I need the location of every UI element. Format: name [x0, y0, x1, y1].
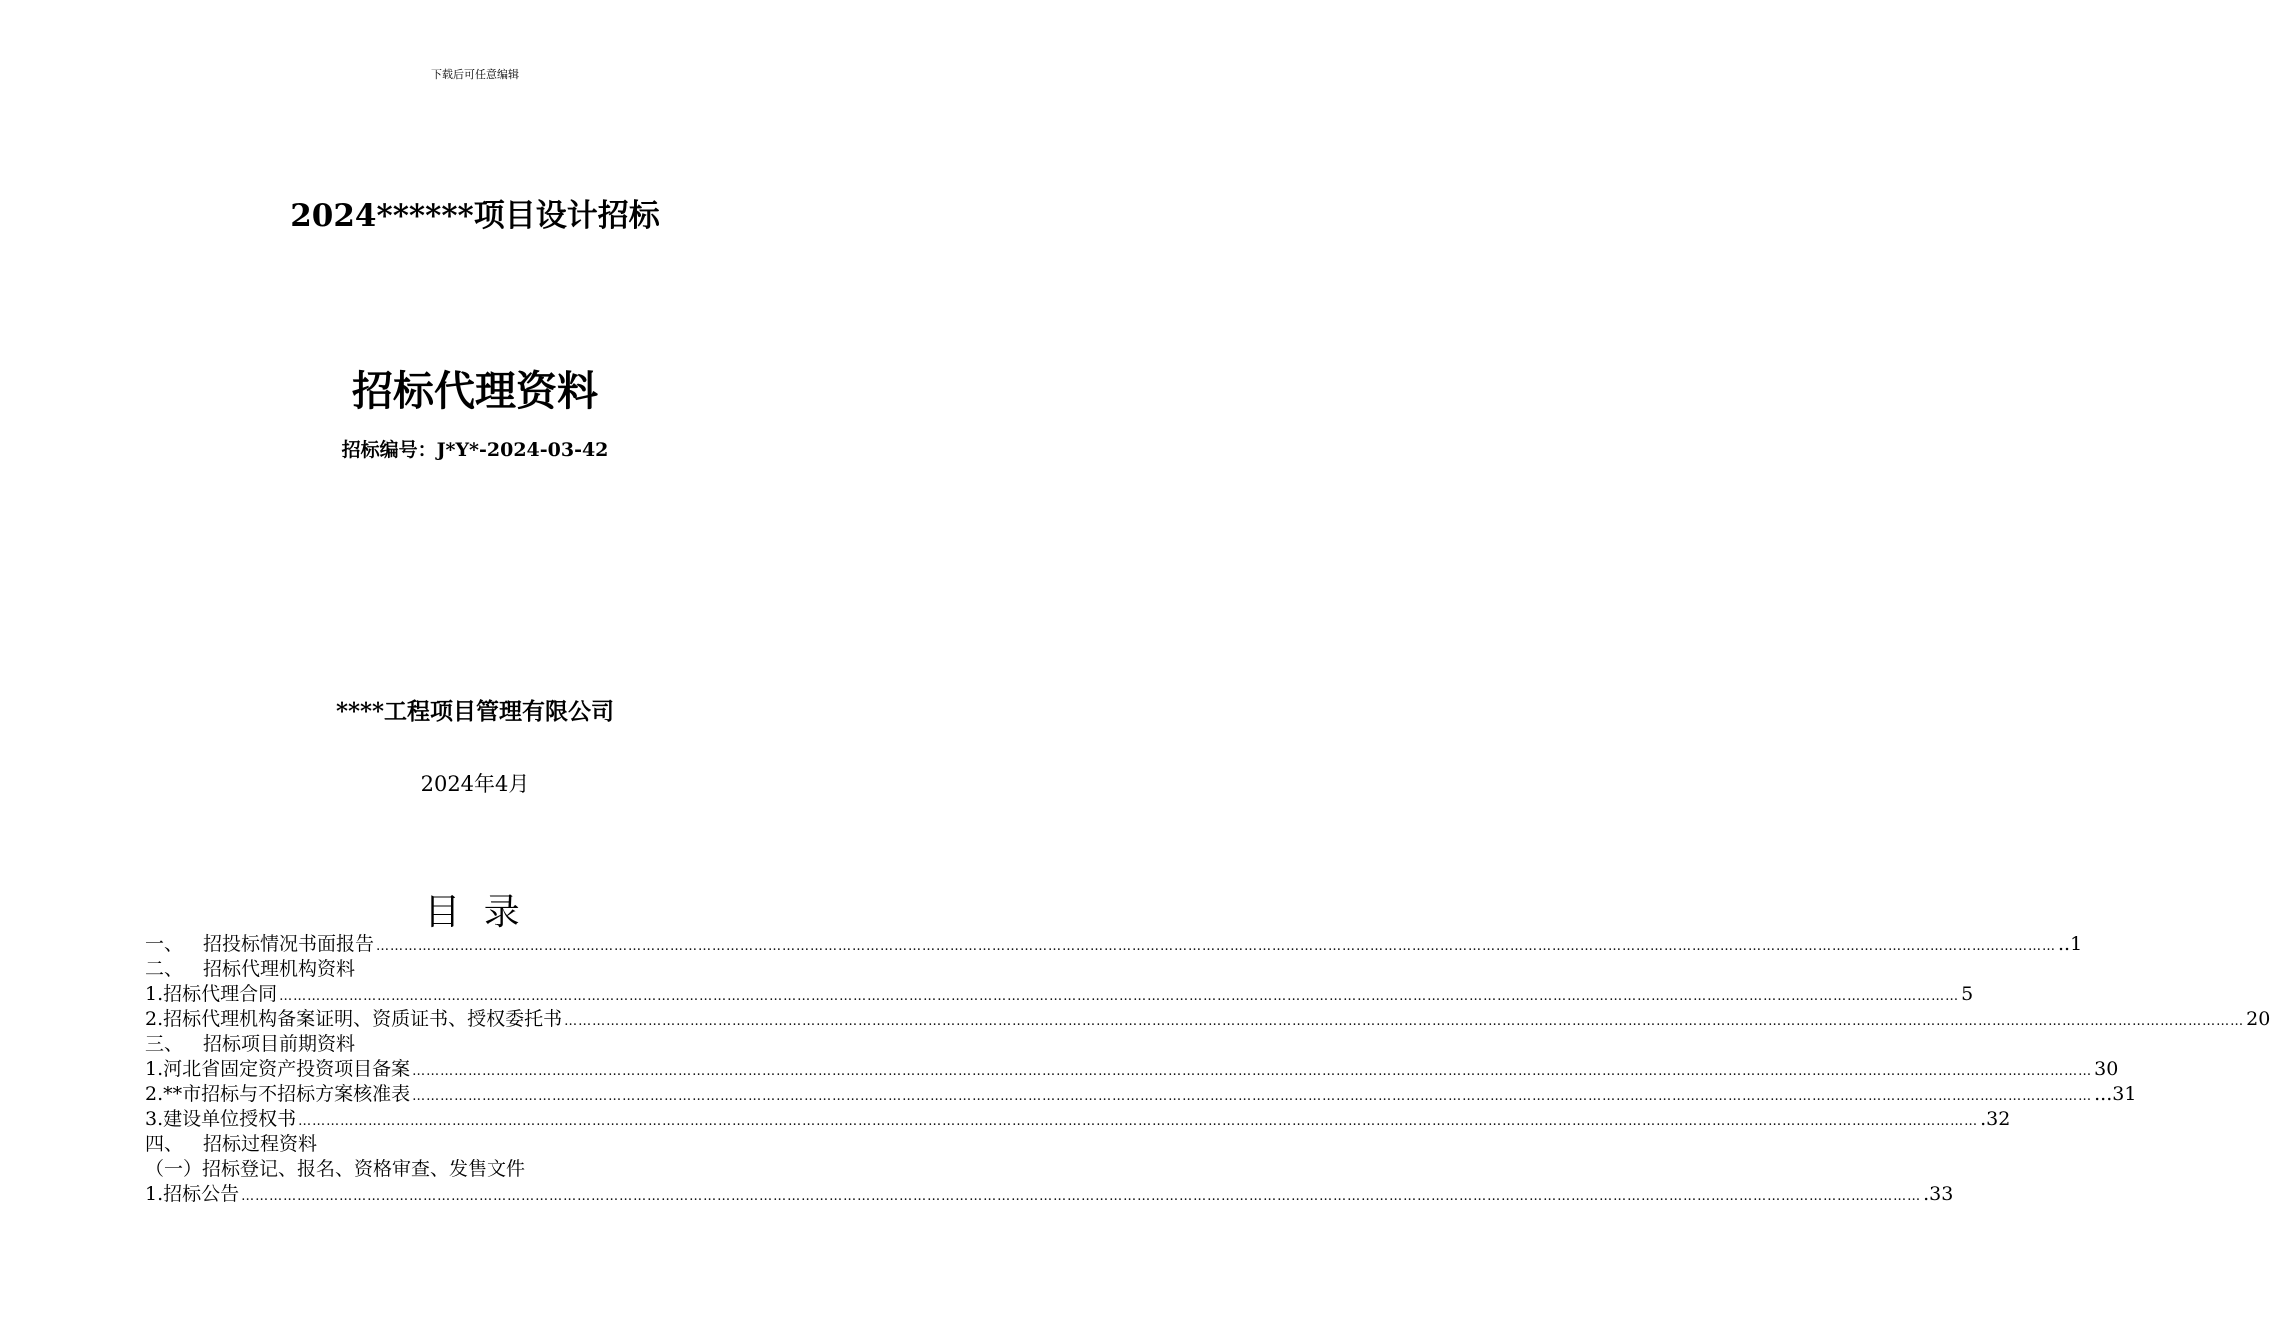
toc-entry-label: 2.招标代理机构备案证明、资质证书、授权委托书 [145, 1008, 563, 1030]
toc-leader: ……………………………………………………………………………………………………………………………………………………………………………………………………………………………………………………………………………………………………………………………… [376, 939, 2057, 954]
toc-entry-prefix: 四、 [145, 1133, 184, 1155]
toc-entry-label: 2.**市招标与不招标方案核准表 [145, 1083, 411, 1105]
toc-entry-label: 3.建设单位授权书 [145, 1108, 297, 1130]
toc-leader: ……………………………………………………………………………………………………………………………………………………………………………………………………………………………………………………………………………………………………………………………… [412, 1064, 2093, 1079]
toc-entry-label: 1.招标公告 [145, 1183, 240, 1205]
header-note: 下载后可任意编辑 [431, 68, 519, 81]
toc-entry[interactable] [145, 1032, 810, 1057]
company-name: ****工程项目管理有限公司 [335, 698, 615, 725]
toc-heading: 目 录 [424, 892, 526, 933]
toc-entry-prefix: 二、 [145, 958, 184, 980]
toc-entry-page: 5 [1961, 983, 1974, 1005]
toc-entry-page: 20 [2246, 1008, 2270, 1030]
toc-entry-page: ..1 [2058, 933, 2083, 955]
toc-leader: ……………………………………………………………………………………………………………………………………………………………………………………………………………………………………………………………………………………………………………………………… [241, 1189, 1922, 1204]
toc-entry-prefix: 三、 [145, 1033, 184, 1055]
document-subtitle: 招标代理资料 [352, 367, 598, 415]
toc-entry-page: .33 [1923, 1183, 1954, 1205]
toc-leader: ……………………………………………………………………………………………………………………………………………………………………………………………………………………………………………………………………………………………………………………………… [279, 989, 1960, 1004]
toc-entry-label: 一、 招投标情况书面报告 [145, 933, 375, 955]
toc-entry[interactable] [145, 1082, 2137, 1107]
bid-number: 招标编号：J*Y*-2024-03-42 [341, 439, 609, 461]
toc-entry[interactable] [145, 1132, 810, 1157]
toc-leader: ……………………………………………………………………………………………………………………………………………………………………………………………………………………………………………………………………………………………………………………………… [298, 1114, 1979, 1129]
toc-entry[interactable] [145, 1007, 2270, 1032]
toc-entry[interactable] [145, 957, 810, 982]
document-date: 2024年4月 [420, 772, 530, 796]
toc-entry-label: 1.招标代理合同 [145, 983, 278, 1005]
toc-entry[interactable] [145, 1182, 1954, 1207]
toc-entry[interactable] [145, 1107, 2011, 1132]
toc-entry-label: 1.河北省固定资产投资项目备案 [145, 1058, 411, 1080]
toc-entry[interactable] [145, 1157, 810, 1182]
toc-entry-page: ...31 [2094, 1083, 2137, 1105]
document-title: 2024******项目设计招标 [290, 198, 660, 234]
toc-entry-label: 二、 招标代理机构资料 [145, 958, 356, 980]
toc-entry-page: .32 [1980, 1108, 2011, 1130]
toc-entry[interactable] [145, 1057, 2119, 1082]
toc-entry-prefix: 一、 [145, 933, 184, 955]
toc-entry-label: 四、 招标过程资料 [145, 1133, 318, 1155]
table-of-contents [145, 932, 2270, 1207]
toc-entry[interactable] [145, 932, 2083, 957]
toc-entry-label: （一）招标登记、报名、资格审查、发售文件 [145, 1158, 526, 1180]
toc-entry[interactable] [145, 982, 1974, 1007]
toc-entry-label: 三、 招标项目前期资料 [145, 1033, 356, 1055]
toc-entry-page: 30 [2094, 1058, 2119, 1080]
toc-leader: ……………………………………………………………………………………………………………………………………………………………………………………………………………………………………………………………………………………………………………………………… [564, 1014, 2245, 1029]
toc-leader: ……………………………………………………………………………………………………………………………………………………………………………………………………………………………………………………………………………………………………………………………… [412, 1089, 2093, 1104]
